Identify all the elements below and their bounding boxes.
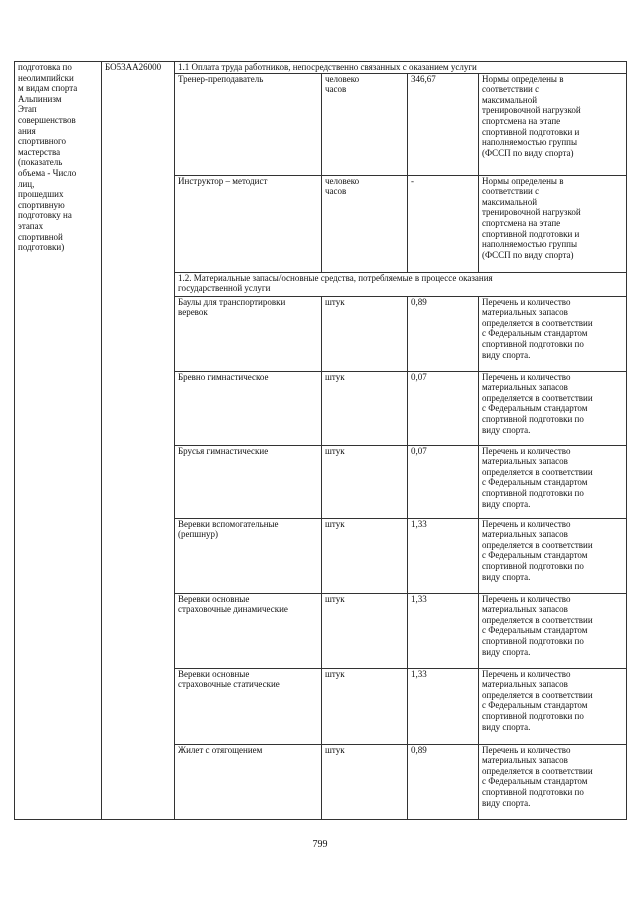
item-value: 1,33: [408, 518, 479, 593]
item-value: 346,67: [408, 73, 479, 175]
item-name: Жилет с отягощением: [175, 744, 322, 819]
item-note: Перечень и количество материальных запасов определяется в соответствии с Федеральным стандартом спортивной подготовки по виду спорта.: [479, 518, 627, 593]
item-note: Перечень и количество материальных запасов определяется в соответствии с Федеральным стандартом спортивной подготовки по виду спорта.: [479, 296, 627, 371]
section-labor-header: 1.1 Оплата труда работников, непосредственно связанных с оказанием услуги: [175, 62, 627, 74]
item-unit: штук: [322, 371, 408, 445]
item-note: Нормы определены в соответствии с максимальной тренировочной нагрузкой спортсмена на этапе спортивной подготовки и наполняемостью группы (ФССП по виду спорта): [479, 175, 627, 272]
item-value: 1,33: [408, 668, 479, 744]
item-name: Тренер-преподаватель: [175, 73, 322, 175]
item-value: -: [408, 175, 479, 272]
item-unit: штук: [322, 296, 408, 371]
item-unit: человеко часов: [322, 73, 408, 175]
item-value: 1,33: [408, 593, 479, 668]
item-unit: штук: [322, 744, 408, 819]
item-unit: штук: [322, 593, 408, 668]
item-note: Перечень и количество материальных запасов определяется в соответствии с Федеральным стандартом спортивной подготовки по виду спорта.: [479, 445, 627, 518]
norms-table: [14, 61, 627, 820]
item-name: Бревно гимнастическое: [175, 371, 322, 445]
item-name: Баулы для транспортировки веревок: [175, 296, 322, 371]
item-name: Веревки основные страховочные динамические: [175, 593, 322, 668]
item-note: Перечень и количество материальных запасов определяется в соответствии с Федеральным стандартом спортивной подготовки по виду спорта.: [479, 371, 627, 445]
item-unit: человеко часов: [322, 175, 408, 272]
service-code-cell: БО53АА26000: [102, 62, 175, 820]
item-value: 0,89: [408, 744, 479, 819]
item-name: Брусья гимнастические: [175, 445, 322, 518]
item-unit: штук: [322, 445, 408, 518]
item-name: Веревки вспомогательные (репшнур): [175, 518, 322, 593]
item-value: 0,89: [408, 296, 479, 371]
service-description-cell: подготовка по неолимпийски м видам спорта Альпинизм Этап совершенствов ания спортивного мастерства (показатель объема - Число лиц, прошедших спортивную подготовку на этапах спортивной подготовки): [15, 62, 102, 820]
item-value: 0,07: [408, 371, 479, 445]
item-note: Перечень и количество материальных запасов определяется в соответствии с Федеральным стандартом спортивной подготовки по виду спорта.: [479, 668, 627, 744]
item-unit: штук: [322, 668, 408, 744]
item-note: Перечень и количество материальных запасов определяется в соответствии с Федеральным стандартом спортивной подготовки по виду спорта.: [479, 593, 627, 668]
item-name: Веревки основные страховочные статические: [175, 668, 322, 744]
item-value: 0,07: [408, 445, 479, 518]
item-note: Перечень и количество материальных запасов определяется в соответствии с Федеральным стандартом спортивной подготовки по виду спорта.: [479, 744, 627, 819]
item-unit: штук: [322, 518, 408, 593]
page-number: 799: [312, 839, 328, 850]
section-materials-header: 1.2. Материальные запасы/основные средства, потребляемые в процессе оказания государственной услуги: [175, 272, 627, 296]
item-note: Нормы определены в соответствии с максимальной тренировочной нагрузкой спортсмена на этапе спортивной подготовки и наполняемостью группы (ФССП по виду спорта): [479, 73, 627, 175]
item-name: Инструктор – методист: [175, 175, 322, 272]
